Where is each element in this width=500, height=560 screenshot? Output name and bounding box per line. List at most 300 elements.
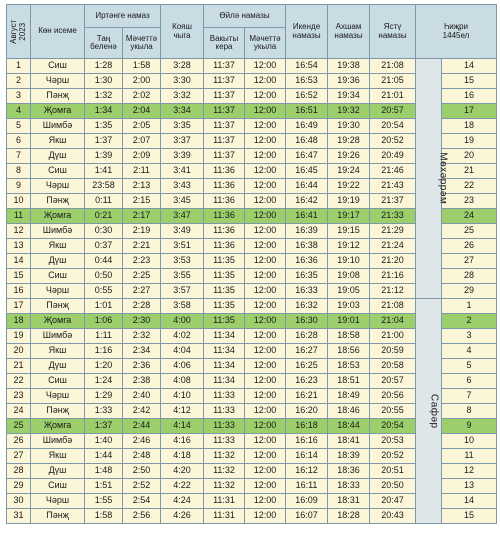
weekday-cell: Дүш [31,464,85,479]
date-header: Август 2023 [7,5,31,59]
maghrib-cell: 19:03 [328,299,370,314]
asr-cell: 16:39 [286,224,328,239]
noon-time-cell: 11:37 [204,59,245,74]
maghrib-cell: 19:10 [328,254,370,269]
dawn-mosque-cell: 2:48 [123,449,161,464]
dawn-begin-cell: 0:50 [85,269,123,284]
maghrib-cell: 19:01 [328,314,370,329]
maghrib-cell: 18:31 [328,494,370,509]
sunrise-cell: 4:16 [161,434,204,449]
maghrib-cell: 19:32 [328,104,370,119]
isha-cell: 21:08 [370,59,416,74]
asr-cell: 16:27 [286,344,328,359]
noon-mosque-cell: 12:00 [245,374,286,389]
hijri-day-cell: 15 [442,509,497,524]
noon-time-cell: 11:36 [204,239,245,254]
noon-mosque-cell: 12:00 [245,89,286,104]
maghrib-cell: 18:28 [328,509,370,524]
isha-cell: 20:59 [370,344,416,359]
asr-cell: 16:54 [286,59,328,74]
dawn-group-header: Иртәнге намаз [85,5,161,28]
hijri-day-cell: 2 [442,314,497,329]
date-cell: 25 [7,419,31,434]
noon-mosque-cell: 12:00 [245,254,286,269]
sunrise-cell: 3:57 [161,284,204,299]
hijri-day-cell: 20 [442,149,497,164]
sunrise-cell: 3:37 [161,134,204,149]
hijri-day-cell: 1 [442,299,497,314]
asr-cell: 16:07 [286,509,328,524]
noon-mosque-header: Мәчеттә укыла [245,28,286,59]
dawn-begin-cell: 0:37 [85,239,123,254]
isha-cell: 20:55 [370,404,416,419]
dawn-mosque-cell: 2:11 [123,164,161,179]
noon-mosque-cell: 12:00 [245,434,286,449]
weekday-cell: Якш [31,239,85,254]
noon-time-cell: 11:35 [204,314,245,329]
noon-time-cell: 11:35 [204,284,245,299]
dawn-begin-cell: 1:28 [85,59,123,74]
asr-cell: 16:53 [286,74,328,89]
sunrise-cell: 3:53 [161,254,204,269]
sunrise-cell: 4:20 [161,464,204,479]
sunrise-cell: 3:51 [161,239,204,254]
maghrib-cell: 19:36 [328,74,370,89]
hijri-day-cell: 21 [442,164,497,179]
noon-time-cell: 11:37 [204,134,245,149]
dawn-mosque-cell: 2:21 [123,239,161,254]
isha-cell: 20:57 [370,374,416,389]
noon-mosque-cell: 12:00 [245,194,286,209]
asr-cell: 16:18 [286,419,328,434]
noon-time-cell: 11:37 [204,149,245,164]
weekday-cell: Җомга [31,419,85,434]
dawn-mosque-cell: 2:40 [123,389,161,404]
date-cell: 21 [7,359,31,374]
maghrib-cell: 19:38 [328,59,370,74]
noon-time-cell: 11:35 [204,254,245,269]
dawn-mosque-cell: 2:02 [123,89,161,104]
isha-cell: 20:54 [370,119,416,134]
maghrib-cell: 19:24 [328,164,370,179]
prayer-timetable [6,4,497,524]
hijri-day-cell: 26 [442,239,497,254]
noon-mosque-cell: 12:00 [245,179,286,194]
dawn-mosque-cell: 2:00 [123,74,161,89]
asr-cell: 16:51 [286,104,328,119]
asr-cell: 16:41 [286,209,328,224]
date-cell: 16 [7,284,31,299]
noon-time-cell: 11:36 [204,179,245,194]
noon-time-cell: 11:37 [204,89,245,104]
dawn-mosque-cell: 2:38 [123,374,161,389]
dawn-mosque-cell: 2:54 [123,494,161,509]
asr-cell: 16:25 [286,359,328,374]
asr-header: Икенде намазы [286,5,328,59]
isha-cell: 20:52 [370,134,416,149]
hijri-day-cell: 12 [442,464,497,479]
date-cell: 22 [7,374,31,389]
maghrib-cell: 18:53 [328,359,370,374]
weekday-cell: Шимбә [31,434,85,449]
noon-time-cell: 11:36 [204,209,245,224]
dawn-mosque-cell: 1:58 [123,59,161,74]
asr-cell: 16:16 [286,434,328,449]
sunrise-cell: 4:24 [161,494,204,509]
dawn-mosque-cell: 2:05 [123,119,161,134]
noon-mosque-cell: 12:00 [245,284,286,299]
isha-cell: 21:04 [370,314,416,329]
date-cell: 26 [7,434,31,449]
sunrise-cell: 3:45 [161,194,204,209]
dawn-mosque-cell: 2:04 [123,104,161,119]
sunrise-cell: 4:04 [161,344,204,359]
date-cell: 1 [7,59,31,74]
weekday-header: Көн исеме [31,5,85,59]
sunrise-cell: 3:43 [161,179,204,194]
maghrib-cell: 19:15 [328,224,370,239]
noon-mosque-cell: 12:00 [245,329,286,344]
dawn-begin-cell: 1:35 [85,119,123,134]
sunrise-cell: 4:12 [161,404,204,419]
noon-mosque-cell: 12:00 [245,59,286,74]
table-row [7,299,497,314]
dawn-begin-cell: 1:51 [85,479,123,494]
sunrise-cell: 4:06 [161,359,204,374]
maghrib-cell: 18:36 [328,464,370,479]
dawn-mosque-cell: 2:34 [123,344,161,359]
noon-time-header: Вакыты кера [204,28,245,59]
weekday-cell: Чәрш [31,389,85,404]
dawn-begin-cell: 0:30 [85,224,123,239]
weekday-cell: Чәрш [31,179,85,194]
weekday-cell: Пәнҗ [31,404,85,419]
isha-cell: 21:43 [370,179,416,194]
date-cell: 12 [7,224,31,239]
noon-mosque-cell: 12:00 [245,269,286,284]
dawn-begin-cell: 23:58 [85,179,123,194]
maghrib-cell: 18:58 [328,329,370,344]
dawn-begin-cell: 1:16 [85,344,123,359]
isha-cell: 20:51 [370,464,416,479]
noon-mosque-cell: 12:00 [245,134,286,149]
weekday-cell: Җомга [31,209,85,224]
noon-time-cell: 11:34 [204,329,245,344]
sunrise-cell: 4:08 [161,374,204,389]
noon-mosque-cell: 12:00 [245,149,286,164]
noon-mosque-cell: 12:00 [245,209,286,224]
asr-cell: 16:23 [286,374,328,389]
dawn-begin-cell: 1:34 [85,104,123,119]
noon-time-cell: 11:32 [204,479,245,494]
maghrib-cell: 18:46 [328,404,370,419]
weekday-cell: Чәрш [31,284,85,299]
weekday-cell: Җомга [31,314,85,329]
weekday-cell: Сиш [31,164,85,179]
isha-cell: 20:49 [370,149,416,164]
weekday-cell: Пәнҗ [31,194,85,209]
asr-cell: 16:09 [286,494,328,509]
weekday-cell: Шимбә [31,119,85,134]
hijri-day-cell: 29 [442,284,497,299]
dawn-mosque-cell: 2:27 [123,284,161,299]
hijri-day-cell: 3 [442,329,497,344]
hijri-day-cell: 23 [442,194,497,209]
hijri-day-cell: 24 [442,209,497,224]
isha-cell: 20:53 [370,434,416,449]
noon-time-cell: 11:34 [204,359,245,374]
dawn-begin-cell: 1:20 [85,359,123,374]
isha-cell: 21:16 [370,269,416,284]
dawn-mosque-cell: 2:36 [123,359,161,374]
table-row [7,59,497,74]
maghrib-header: Ахшам намазы [328,5,370,59]
maghrib-cell: 18:56 [328,344,370,359]
date-cell: 31 [7,509,31,524]
dawn-mosque-cell: 2:32 [123,329,161,344]
hijri-day-cell: 9 [442,419,497,434]
isha-cell: 20:58 [370,359,416,374]
date-cell: 2 [7,74,31,89]
noon-time-cell: 11:35 [204,299,245,314]
weekday-cell: Чәрш [31,74,85,89]
isha-cell: 21:46 [370,164,416,179]
noon-time-cell: 11:31 [204,494,245,509]
weekday-cell: Шимбә [31,224,85,239]
hijri-day-cell: 15 [442,74,497,89]
date-cell: 29 [7,479,31,494]
asr-cell: 16:44 [286,179,328,194]
weekday-cell: Дүш [31,359,85,374]
dawn-mosque-cell: 2:44 [123,419,161,434]
maghrib-cell: 18:44 [328,419,370,434]
date-cell: 19 [7,329,31,344]
noon-time-cell: 11:37 [204,74,245,89]
dawn-begin-cell: 1:30 [85,74,123,89]
date-cell: 24 [7,404,31,419]
asr-cell: 16:45 [286,164,328,179]
noon-mosque-cell: 12:00 [245,314,286,329]
maghrib-cell: 19:05 [328,284,370,299]
noon-mosque-cell: 12:00 [245,344,286,359]
dawn-begin-cell: 1:33 [85,404,123,419]
asr-cell: 16:47 [286,149,328,164]
sunrise-cell: 3:32 [161,89,204,104]
dawn-mosque-cell: 2:13 [123,179,161,194]
date-cell: 6 [7,134,31,149]
dawn-mosque-cell: 2:50 [123,464,161,479]
dawn-begin-cell: 0:55 [85,284,123,299]
sunrise-cell: 3:35 [161,119,204,134]
sunrise-cell: 4:02 [161,329,204,344]
noon-group-header: Өйлә намазы [204,5,286,28]
dawn-begin-cell: 1:41 [85,164,123,179]
weekday-cell: Пәнҗ [31,509,85,524]
dawn-mosque-cell: 2:07 [123,134,161,149]
sunrise-cell: 3:58 [161,299,204,314]
dawn-mosque-header: Мәчеттә укыла [123,28,161,59]
noon-time-cell: 11:36 [204,164,245,179]
timetable-table [6,4,497,524]
weekday-cell: Җомга [31,104,85,119]
sunrise-cell: 3:28 [161,59,204,74]
asr-cell: 16:14 [286,449,328,464]
hijri-day-cell: 19 [442,134,497,149]
noon-mosque-cell: 12:00 [245,164,286,179]
maghrib-cell: 18:33 [328,479,370,494]
dawn-begin-cell: 1:48 [85,464,123,479]
hijri-day-cell: 17 [442,104,497,119]
noon-mosque-cell: 12:00 [245,419,286,434]
isha-cell: 21:05 [370,74,416,89]
dawn-begin-cell: 1:37 [85,419,123,434]
hijri-header: Һиҗри 1445ел [416,5,497,59]
sunrise-cell: 3:55 [161,269,204,284]
hijri-day-cell: 5 [442,359,497,374]
dawn-begin-cell: 1:58 [85,509,123,524]
hijri-day-cell: 6 [442,374,497,389]
sunrise-cell: 4:22 [161,479,204,494]
isha-header: Ястү намазы [370,5,416,59]
noon-mosque-cell: 12:00 [245,479,286,494]
weekday-cell: Якш [31,449,85,464]
asr-cell: 16:20 [286,404,328,419]
dawn-mosque-cell: 2:42 [123,404,161,419]
noon-mosque-cell: 12:00 [245,359,286,374]
sunrise-cell: 4:18 [161,449,204,464]
hijri-day-cell: 22 [442,179,497,194]
isha-cell: 20:54 [370,419,416,434]
date-cell: 10 [7,194,31,209]
maghrib-cell: 18:49 [328,389,370,404]
noon-time-cell: 11:33 [204,389,245,404]
noon-time-cell: 11:36 [204,224,245,239]
weekday-cell: Дүш [31,254,85,269]
noon-time-cell: 11:31 [204,509,245,524]
dawn-begin-cell: 1:32 [85,89,123,104]
hijri-day-cell: 18 [442,119,497,134]
noon-mosque-cell: 12:00 [245,449,286,464]
dawn-mosque-cell: 2:25 [123,269,161,284]
sunrise-cell: 3:47 [161,209,204,224]
date-cell: 5 [7,119,31,134]
sunrise-cell: 3:30 [161,74,204,89]
dawn-begin-cell: 1:55 [85,494,123,509]
date-cell: 3 [7,89,31,104]
noon-mosque-cell: 12:00 [245,404,286,419]
dawn-begin-cell: 1:11 [85,329,123,344]
noon-mosque-cell: 12:00 [245,509,286,524]
weekday-cell: Пәнҗ [31,89,85,104]
dawn-mosque-cell: 2:23 [123,254,161,269]
dawn-begin-cell: 1:37 [85,134,123,149]
isha-cell: 20:52 [370,449,416,464]
date-cell: 17 [7,299,31,314]
maghrib-cell: 19:28 [328,134,370,149]
isha-cell: 20:43 [370,509,416,524]
dawn-mosque-cell: 2:15 [123,194,161,209]
asr-cell: 16:11 [286,479,328,494]
isha-cell: 20:56 [370,389,416,404]
dawn-mosque-cell: 2:19 [123,224,161,239]
asr-cell: 16:33 [286,284,328,299]
noon-time-cell: 11:33 [204,404,245,419]
dawn-begin-cell: 1:24 [85,374,123,389]
noon-time-cell: 11:37 [204,119,245,134]
asr-cell: 16:42 [286,194,328,209]
noon-time-cell: 11:34 [204,344,245,359]
date-cell: 13 [7,239,31,254]
asr-cell: 16:49 [286,119,328,134]
sunrise-cell: 4:26 [161,509,204,524]
noon-mosque-cell: 12:00 [245,119,286,134]
asr-cell: 16:32 [286,299,328,314]
asr-cell: 16:48 [286,134,328,149]
sunrise-cell: 3:49 [161,224,204,239]
weekday-cell: Сиш [31,59,85,74]
isha-cell: 21:37 [370,194,416,209]
maghrib-cell: 18:41 [328,434,370,449]
isha-cell: 21:12 [370,284,416,299]
isha-cell: 21:01 [370,89,416,104]
noon-time-cell: 11:34 [204,374,245,389]
dawn-mosque-cell: 2:28 [123,299,161,314]
noon-mosque-cell: 12:00 [245,494,286,509]
hijri-day-cell: 13 [442,479,497,494]
noon-time-cell: 11:37 [204,104,245,119]
date-cell: 7 [7,149,31,164]
weekday-cell: Шимбә [31,329,85,344]
asr-cell: 16:28 [286,329,328,344]
dawn-begin-cell: 1:29 [85,389,123,404]
maghrib-cell: 19:08 [328,269,370,284]
dawn-begin-cell: 1:01 [85,299,123,314]
asr-cell: 16:30 [286,314,328,329]
sunrise-header: Кояш чыга [161,5,204,59]
date-cell: 30 [7,494,31,509]
isha-cell: 21:33 [370,209,416,224]
date-cell: 18 [7,314,31,329]
isha-cell: 20:57 [370,104,416,119]
hijri-day-cell: 16 [442,89,497,104]
dawn-mosque-cell: 2:17 [123,209,161,224]
isha-cell: 21:08 [370,299,416,314]
date-cell: 28 [7,464,31,479]
asr-cell: 16:38 [286,239,328,254]
dawn-begin-cell: 1:39 [85,149,123,164]
hijri-month-label: Мөхәррәм [416,59,442,299]
noon-mosque-cell: 12:00 [245,104,286,119]
maghrib-cell: 19:17 [328,209,370,224]
dawn-begin-cell: 1:40 [85,434,123,449]
timetable-body [7,59,497,524]
weekday-cell: Якш [31,134,85,149]
asr-cell: 16:21 [286,389,328,404]
noon-mosque-cell: 12:00 [245,389,286,404]
dawn-begin-cell: 0:11 [85,194,123,209]
dawn-mosque-cell: 2:56 [123,509,161,524]
hijri-day-cell: 7 [442,389,497,404]
isha-cell: 20:50 [370,479,416,494]
weekday-cell: Чәрш [31,494,85,509]
dawn-mosque-cell: 2:46 [123,434,161,449]
weekday-cell: Пәнҗ [31,299,85,314]
date-cell: 27 [7,449,31,464]
hijri-day-cell: 8 [442,404,497,419]
maghrib-cell: 19:34 [328,89,370,104]
maghrib-cell: 19:12 [328,239,370,254]
weekday-cell: Сиш [31,374,85,389]
